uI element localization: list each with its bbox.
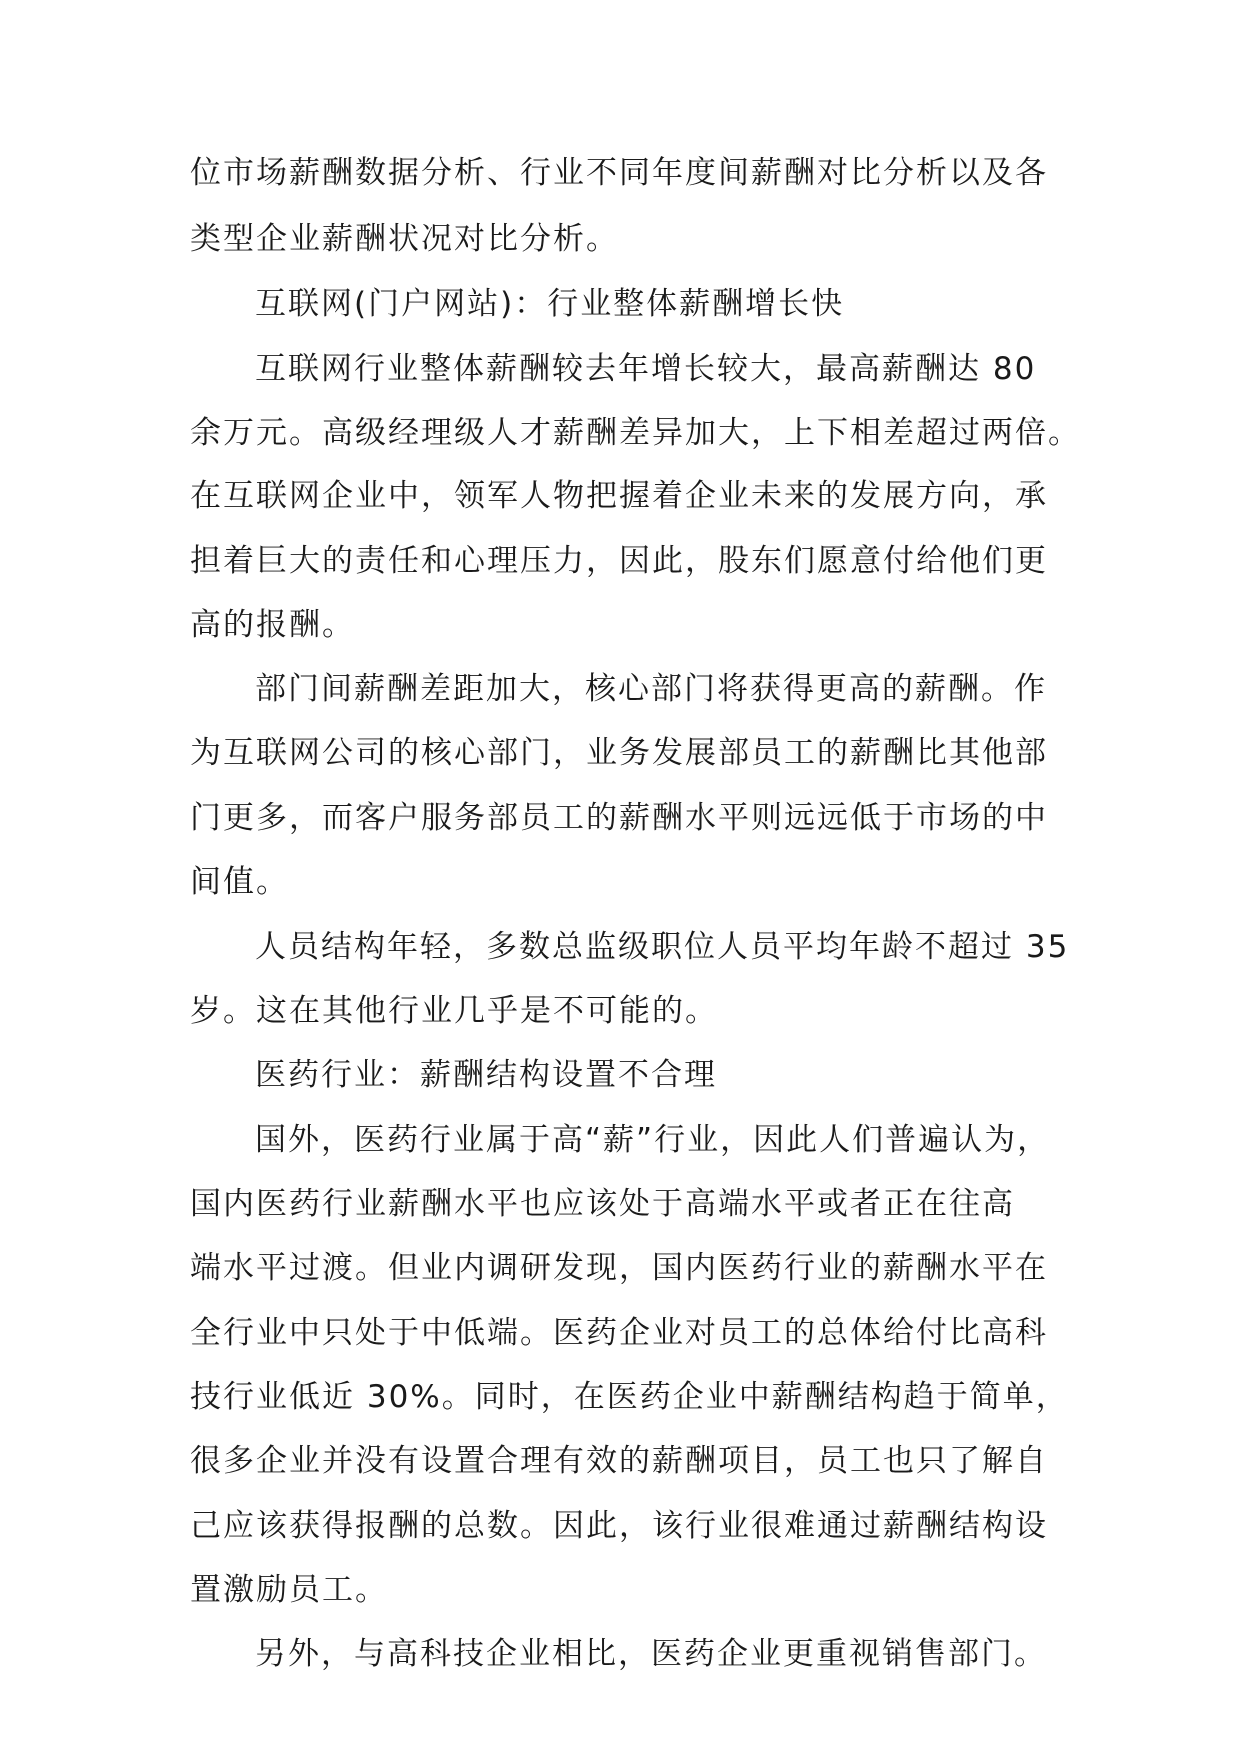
text-line: 为互联网公司的核心部门，业务发展部员工的薪酬比其他部	[190, 735, 1048, 771]
text-line: 端水平过渡。但业内调研发现，国内医药行业的薪酬水平在	[190, 1250, 1048, 1286]
text-line: 置激励员工。	[190, 1572, 388, 1608]
text-line: 技行业低近 30%。同时，在医药企业中薪酬结构趋于简单，	[190, 1379, 1069, 1415]
text-line: 另外，与高科技企业相比，医药企业更重视销售部门。	[255, 1636, 1047, 1672]
text-line: 位市场薪酬数据分析、行业不同年度间薪酬对比分析以及各	[190, 155, 1048, 191]
section-heading-internet: 互联网(门户网站)：行业整体薪酬增长快	[255, 286, 845, 322]
text-line: 在互联网企业中，领军人物把握着企业未来的发展方向，承	[190, 478, 1048, 514]
text-line: 高的报酬。	[190, 607, 355, 643]
text-line: 部门间薪酬差距加大，核心部门将获得更高的薪酬。作	[255, 671, 1047, 707]
text-line: 担着巨大的责任和心理压力，因此，股东们愿意付给他们更	[190, 543, 1048, 579]
text-line: 余万元。高级经理级人才薪酬差异加大，上下相差超过两倍。	[190, 415, 1081, 451]
text-line: 很多企业并没有设置合理有效的薪酬项目，员工也只了解自	[190, 1443, 1048, 1479]
text-line: 国外，医药行业属于高“薪”行业，因此人们普遍认为，	[255, 1122, 1051, 1158]
text-line: 人员结构年轻，多数总监级职位人员平均年龄不超过 35	[255, 929, 1070, 965]
text-line: 国内医药行业薪酬水平也应该处于高端水平或者正在往高	[190, 1186, 1015, 1222]
text-line: 岁。这在其他行业几乎是不可能的。	[190, 993, 718, 1029]
text-line: 全行业中只处于中低端。医药企业对员工的总体给付比高科	[190, 1315, 1048, 1351]
text-line: 类型企业薪酬状况对比分析。	[190, 221, 619, 257]
text-line: 门更多，而客户服务部员工的薪酬水平则远远低于市场的中	[190, 800, 1048, 836]
text-line: 间值。	[190, 864, 289, 900]
text-line: 互联网行业整体薪酬较去年增长较大，最高薪酬达 80	[255, 351, 1037, 387]
text-line: 己应该获得报酬的总数。因此，该行业很难通过薪酬结构设	[190, 1508, 1048, 1544]
section-heading-pharma: 医药行业：薪酬结构设置不合理	[255, 1057, 717, 1093]
